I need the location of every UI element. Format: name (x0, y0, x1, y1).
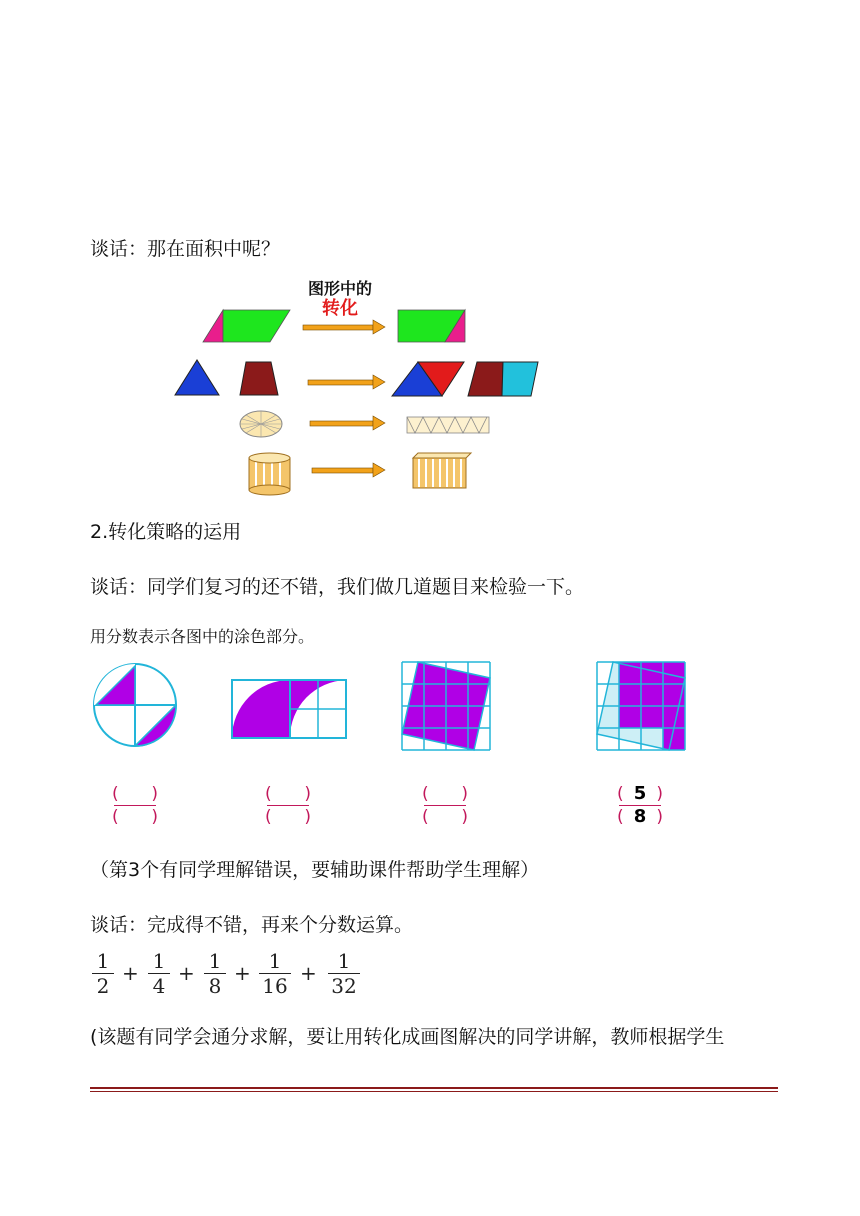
tilted-square-explained-figure (593, 658, 689, 754)
parallelogram-from-triangles (392, 362, 464, 396)
figure-caption-line2: 转化 (322, 298, 358, 319)
arrow-icon (303, 320, 385, 334)
cylinder-shape (249, 453, 290, 495)
fraction-term-2: 1 4 (148, 950, 170, 997)
arrow-icon (308, 375, 385, 389)
talk-line-1: 谈话：那在面积中呢？ (90, 238, 281, 260)
plus-sign: + (234, 961, 251, 985)
trapezoid-shape (240, 362, 278, 395)
circle-figure (92, 662, 182, 752)
answer-blank-1[interactable]: ( ) ( ) (112, 784, 158, 827)
parallelogram-shape (203, 310, 290, 342)
exercise-title: 用分数表示各图中的涂色部分。 (90, 627, 315, 646)
talk-line-3: 谈话：完成得不错，再来个分数运算。 (90, 914, 414, 936)
fraction-term-1: 1 2 (92, 950, 114, 997)
footer-rule (90, 1087, 778, 1089)
circle-sectors-shape (240, 411, 282, 437)
rearranged-sectors-shape (407, 417, 489, 433)
rectangle-shape (398, 310, 465, 342)
cuboid-shape (413, 453, 471, 488)
fraction-term-5: 1 32 (328, 950, 360, 997)
teacher-note-1: （第3个有同学理解错误，要辅助课件帮助学生理解） (90, 859, 540, 881)
transformation-figure (170, 276, 550, 498)
parallelogram-from-trapezoids (468, 362, 538, 396)
plus-sign: + (300, 961, 317, 985)
plus-sign: + (122, 961, 139, 985)
tilted-square-figure (398, 658, 494, 754)
answer-blank-3[interactable]: ( ) ( ) (422, 784, 468, 827)
answer-blank-4[interactable]: ( 5 ) ( 8 ) (617, 783, 663, 827)
rectangle-arc-figure (230, 678, 348, 740)
section-heading: 2.转化策略的运用 (90, 521, 242, 543)
answer-blank-2[interactable]: ( ) ( ) (265, 784, 311, 827)
arrow-icon (312, 463, 385, 477)
triangle-shape (175, 360, 219, 395)
figure-caption-line1: 图形中的 (307, 279, 373, 298)
footer-rule-thin (90, 1091, 778, 1092)
fraction-term-3: 1 8 (204, 950, 226, 997)
plus-sign: + (178, 961, 195, 985)
teacher-note-2: (该题有同学会通分求解，要让用转化成画图解决的同学讲解，教师根据学生 (90, 1026, 725, 1048)
fraction-term-4: 1 16 (259, 950, 291, 997)
talk-line-2: 谈话：同学们复习的还不错，我们做几道题目来检验一下。 (90, 576, 585, 598)
arrow-icon (310, 416, 385, 430)
